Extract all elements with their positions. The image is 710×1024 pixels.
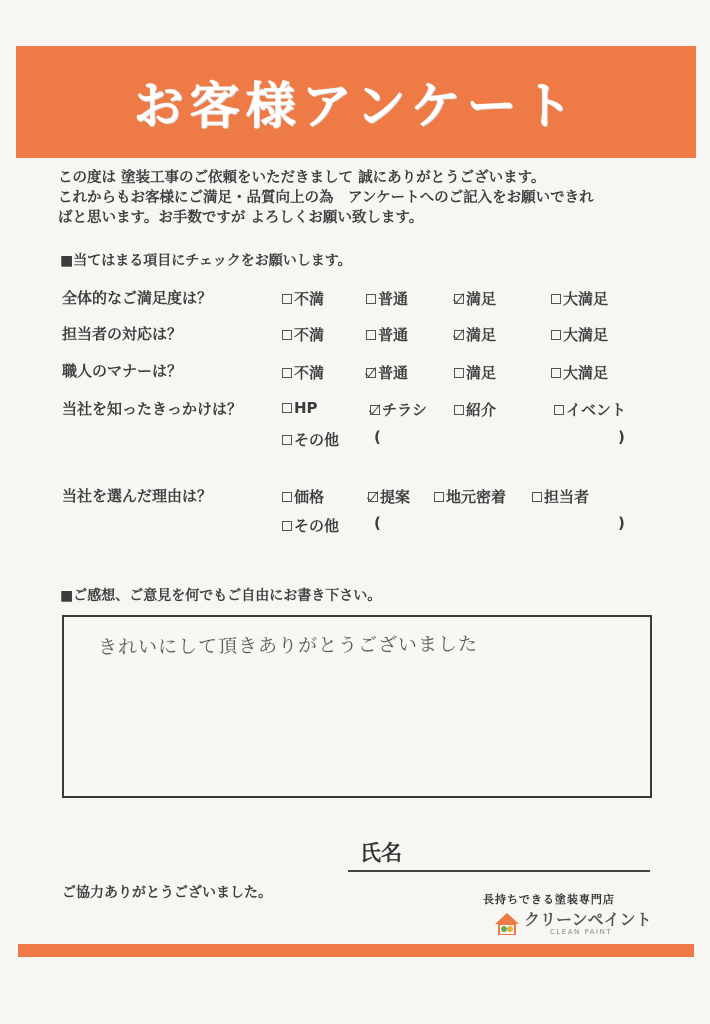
name-label: 氏名 xyxy=(360,841,402,865)
other-paren-close: ) xyxy=(618,428,625,446)
option-q4-referral[interactable]: 紹介 xyxy=(454,399,496,420)
comments-heading: ■ご感想、ご意見を何でもご自由にお書き下さい。 xyxy=(60,588,382,604)
option-q4-hp[interactable]: HP xyxy=(282,399,318,417)
checkbox-checked[interactable] xyxy=(454,330,464,340)
option-q2-dissatisfied[interactable]: 不満 xyxy=(282,324,324,345)
checkbox[interactable] xyxy=(551,368,561,378)
question-how-found-us: 当社を知ったきっかけは？ xyxy=(62,400,243,418)
intro-line: これからもお客様にご満足・品質向上の為 アンケートへのご記入をお願いできれ xyxy=(58,190,594,206)
option-q3-dissatisfied[interactable]: 不満 xyxy=(282,362,324,383)
company-tagline: 長持ちできる塗装専門店 xyxy=(483,893,615,906)
option-q4-flyer[interactable]: チラシ xyxy=(370,399,427,420)
checkbox[interactable] xyxy=(282,330,292,340)
option-q4-event[interactable]: イベント xyxy=(554,399,626,420)
other-paren-open: ( xyxy=(374,428,381,446)
checkbox[interactable] xyxy=(454,368,464,378)
checkbox[interactable] xyxy=(282,294,292,304)
house-icon xyxy=(494,912,520,936)
question-why-chose-us: 当社を選んだ理由は？ xyxy=(62,487,213,505)
intro-line: この度は 塗装工事のご依頼をいただきまして 誠にありがとうございます。 xyxy=(58,170,546,186)
checkbox[interactable] xyxy=(532,492,542,502)
checkbox[interactable] xyxy=(366,330,376,340)
intro-text xyxy=(58,168,678,228)
option-q2-satisfied[interactable]: 満足 xyxy=(454,324,496,345)
checkbox[interactable] xyxy=(366,294,376,304)
option-q2-very-satisfied[interactable]: 大満足 xyxy=(551,324,608,345)
intro-line: ばと思います。お手数ですが よろしくお願い致します。 xyxy=(58,210,424,226)
question-craftsman-manners: 職人のマナーは？ xyxy=(62,362,183,380)
option-q3-normal[interactable]: 普通 xyxy=(366,362,408,383)
option-q5-staff[interactable]: 担当者 xyxy=(532,486,589,507)
checkbox[interactable] xyxy=(282,492,292,502)
header-banner xyxy=(16,46,696,158)
checkbox[interactable] xyxy=(282,368,292,378)
option-q5-price[interactable]: 価格 xyxy=(282,486,324,507)
checkbox[interactable] xyxy=(434,492,444,502)
page-title: お客様アンケート xyxy=(133,77,579,135)
checkbox[interactable] xyxy=(554,405,564,415)
checkbox-checked[interactable] xyxy=(454,294,464,304)
option-q1-very-satisfied[interactable]: 大満足 xyxy=(551,288,608,309)
other-paren-open: ( xyxy=(374,514,381,532)
checkbox[interactable] xyxy=(282,403,292,413)
handwritten-comment: きれいにして頂きありがとうございました xyxy=(97,633,479,659)
footer-band xyxy=(18,944,694,957)
checkbox-checked[interactable] xyxy=(370,405,380,415)
checkbox[interactable] xyxy=(454,405,464,415)
option-q5-other[interactable]: その他 xyxy=(282,515,339,536)
option-q3-satisfied[interactable]: 満足 xyxy=(454,362,496,383)
brand-name: クリーンペイント xyxy=(524,910,652,929)
option-q5-proposal[interactable]: 提案 xyxy=(368,486,410,507)
checkbox[interactable] xyxy=(551,330,561,340)
question-staff-response: 担当者の対応は？ xyxy=(62,325,183,343)
brand-subtitle: CLEAN PAINT xyxy=(550,928,613,936)
option-q1-dissatisfied[interactable]: 不満 xyxy=(282,288,324,309)
other-paren-close: ) xyxy=(618,514,625,532)
option-q3-very-satisfied[interactable]: 大満足 xyxy=(551,362,608,383)
checkbox-checked[interactable] xyxy=(366,368,376,378)
checklist-heading: ■当てはまる項目にチェックをお願いします。 xyxy=(60,253,352,269)
checkbox-checked[interactable] xyxy=(368,492,378,502)
option-q1-satisfied[interactable]: 満足 xyxy=(454,288,496,309)
option-q2-normal[interactable]: 普通 xyxy=(366,324,408,345)
option-q1-normal[interactable]: 普通 xyxy=(366,288,408,309)
checkbox[interactable] xyxy=(551,294,561,304)
question-overall-satisfaction: 全体的なご満足度は？ xyxy=(62,289,213,307)
thanks-message: ご協力ありがとうございました。 xyxy=(62,885,272,901)
name-signature-line[interactable] xyxy=(348,870,650,872)
checkbox[interactable] xyxy=(282,521,292,531)
option-q4-other[interactable]: その他 xyxy=(282,429,339,450)
comment-textarea[interactable] xyxy=(62,615,652,798)
checkbox[interactable] xyxy=(282,435,292,445)
option-q5-local[interactable]: 地元密着 xyxy=(434,486,506,507)
company-logo xyxy=(494,912,652,936)
